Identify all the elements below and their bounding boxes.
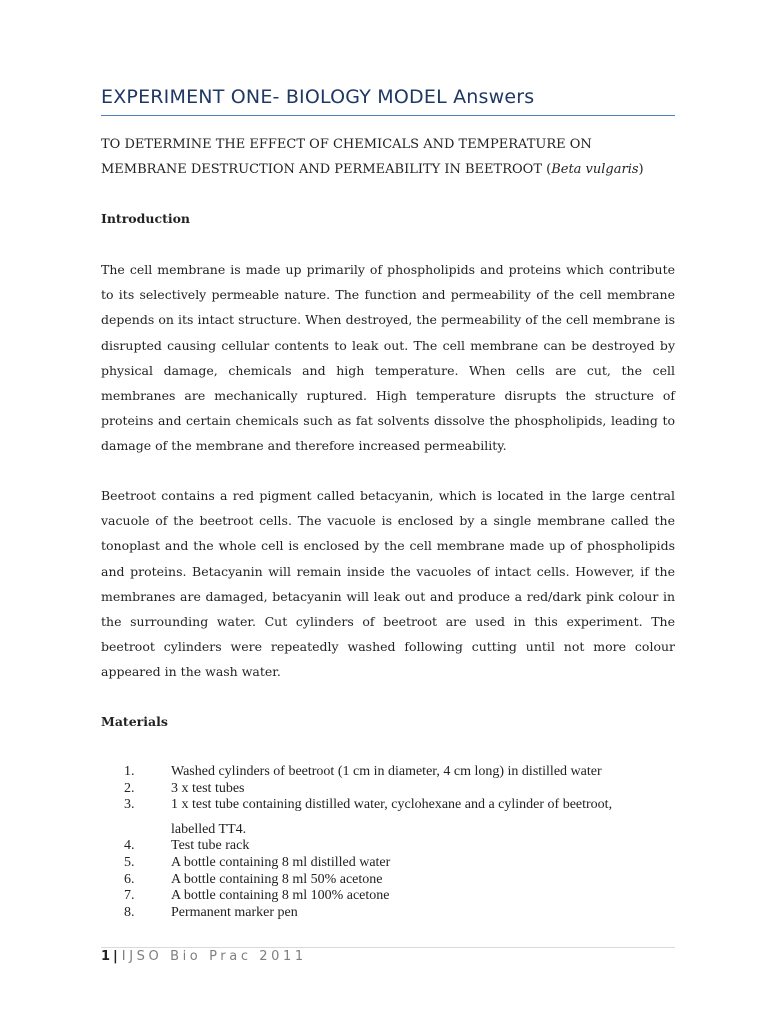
footer-divider [101, 947, 675, 948]
title-underline [101, 115, 675, 116]
materials-list [101, 764, 675, 921]
item-number: 6. [124, 871, 135, 887]
materials-item [101, 888, 675, 905]
introduction-paragraph-2: Beetroot contains a red pigment called betacyanin, which is located in the large central vacuole of the beetroot cells. The vacuole is enclosed by a single membrane called the tonoplast and the whole cell is enclosed by the cell membrane made up of phospholipids and proteins. Betacyanin will remain inside the vacuoles of intact cells. However, if the membranes are damaged, betacyanin will leak out and produce a red/dark pink colour in the surrounding water. Cut cylinders of beetroot are used in this experiment. The beetroot cylinders were repeatedly washed following cutting until not more colour appeared in the wash water. [101, 488, 675, 680]
item-number: 4. [124, 838, 135, 854]
introduction-heading: Introduction [101, 211, 191, 226]
item-number: 7. [124, 888, 135, 904]
species-name: Beta vulgaris [551, 162, 639, 177]
item-number: 2. [124, 780, 135, 796]
materials-heading: Materials [101, 714, 168, 729]
item-text: A bottle containing 8 ml 50% acetone [171, 871, 383, 887]
item-number: 5. [124, 854, 135, 870]
page-footer [101, 949, 307, 964]
materials-item [101, 872, 675, 889]
item-text: Permanent marker pen [171, 904, 298, 920]
experiment-aim [101, 132, 675, 182]
item-number: 1. [124, 764, 135, 779]
page-number: 1 [101, 949, 111, 964]
materials-item [101, 838, 675, 855]
materials-item [101, 781, 675, 798]
item-text-continued: labelled TT4. [171, 821, 247, 837]
item-text: A bottle containing 8 ml 100% acetone [171, 888, 390, 904]
aim-line-2 [101, 157, 675, 182]
aim-line-2-close: ) [638, 162, 644, 177]
item-text: A bottle containing 8 ml distilled water [171, 854, 391, 870]
materials-item [101, 764, 675, 781]
item-text: 3 x test tubes [171, 780, 245, 796]
item-number: 3. [124, 797, 135, 813]
item-number: 8. [124, 904, 135, 920]
item-text: 1 x test tube containing distilled water, cyclohexane and a cylinder of beetroot, [171, 797, 613, 813]
aim-line-2-text: MEMBRANE DESTRUCTION AND PERMEABILITY IN BEETROOT ( [101, 162, 552, 177]
item-text: Test tube rack [171, 838, 250, 854]
materials-item [101, 905, 675, 922]
document-title: EXPERIMENT ONE- BIOLOGY MODEL Answers [101, 86, 535, 108]
materials-item [101, 797, 675, 838]
materials-item [101, 855, 675, 872]
footer-text: IJSO Bio Prac 2011 [121, 949, 307, 964]
aim-line-1: TO DETERMINE THE EFFECT OF CHEMICALS AND TEMPERATURE ON [101, 137, 592, 152]
footer-separator: | [113, 949, 118, 964]
introduction-paragraph-1: The cell membrane is made up primarily of phospholipids and proteins which contribute to its selectively permeable nature. The function and permeability of the cell membrane depends on its intact structure. When destroyed, the permeability of the cell membrane is disrupted causing cellular contents to leak out. The cell membrane can be destroyed by physical damage, chemicals and high temperature. When cells are cut, the cell membranes are mechanically ruptured. High temperature disrupts the structure of proteins and certain chemicals such as fat solvents dissolve the phospholipids, leading to damage of the membrane and therefore increased permeability. [101, 262, 675, 454]
item-text: Washed cylinders of beetroot (1 cm in diameter, 4 cm long) in distilled water [171, 764, 602, 779]
